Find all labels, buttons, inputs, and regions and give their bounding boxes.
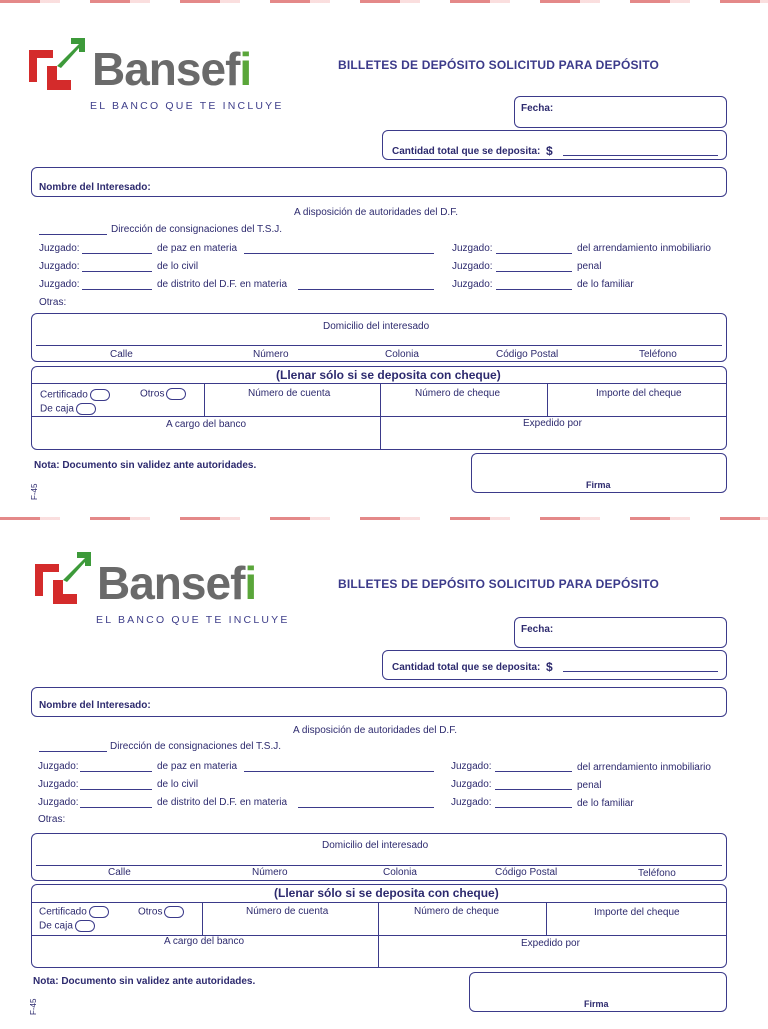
certificado-label: Certificado bbox=[39, 906, 109, 918]
deposit-slip-bottom bbox=[0, 517, 768, 1029]
distrito-materia-line[interactable] bbox=[298, 289, 434, 290]
arrendamiento-label: del arrendamiento inmobiliario bbox=[577, 762, 711, 773]
logo-tagline: EL BANCO QUE TE INCLUYE bbox=[90, 100, 284, 112]
logo-wordmark: Bansefi bbox=[97, 557, 257, 609]
cheque-note: (Llenar sólo si se deposita con cheque) bbox=[276, 368, 501, 382]
cargo-banco-label: A cargo del banco bbox=[166, 419, 247, 430]
cantidad-line bbox=[563, 155, 718, 156]
distrito-label: de distrito del D.F. en materia bbox=[157, 279, 288, 290]
juzgado-penal-line[interactable] bbox=[495, 789, 572, 790]
firma-box[interactable] bbox=[471, 453, 727, 493]
juzgado-civil-line[interactable] bbox=[82, 271, 152, 272]
juzgado-label: Juzgado: bbox=[452, 279, 493, 290]
logo-mark-icon bbox=[33, 550, 93, 610]
deposit-slip-top bbox=[0, 0, 768, 512]
cheque-divider bbox=[547, 383, 548, 416]
juzgado-arrendamiento-line[interactable] bbox=[496, 253, 572, 254]
logo-wordmark: Bansefi bbox=[92, 43, 252, 95]
juzgado-label: Juzgado: bbox=[39, 279, 80, 290]
logo-tagline: EL BANCO QUE TE INCLUYE bbox=[96, 614, 290, 626]
cut-edge bbox=[0, 0, 768, 3]
domicilio-box[interactable] bbox=[31, 313, 727, 362]
telefono-label: Teléfono bbox=[639, 349, 677, 360]
cheque-divider bbox=[546, 902, 547, 935]
nota: Nota: Documento sin validez ante autoridades. bbox=[33, 976, 256, 987]
fecha-label: Fecha: bbox=[521, 624, 554, 635]
numero-cuenta-label: Número de cuenta bbox=[248, 388, 331, 399]
de-caja-label: De caja bbox=[39, 920, 95, 932]
cantidad-label: Cantidad total que se deposita: bbox=[392, 146, 541, 157]
nombre-field[interactable] bbox=[31, 167, 727, 197]
currency-symbol: $ bbox=[546, 144, 553, 158]
domicilio-label: Domicilio del interesado bbox=[323, 321, 430, 332]
juzgado-civil-line[interactable] bbox=[80, 789, 152, 790]
cheque-mid-line bbox=[32, 416, 726, 417]
fecha-field[interactable] bbox=[514, 617, 727, 648]
otros-label: Otros bbox=[140, 388, 186, 400]
otros-label: Otros bbox=[138, 906, 184, 918]
firma-box[interactable] bbox=[469, 972, 727, 1012]
juzgado-familiar-line[interactable] bbox=[495, 807, 572, 808]
familiar-label: de lo familiar bbox=[577, 279, 634, 290]
codigo-postal-label: Código Postal bbox=[496, 349, 559, 360]
currency-symbol: $ bbox=[546, 660, 553, 674]
juzgado-label: Juzgado: bbox=[452, 243, 493, 254]
disposicion-heading: A disposición de autoridades del D.F. bbox=[294, 207, 458, 218]
juzgado-arrendamiento-line[interactable] bbox=[495, 771, 572, 772]
juzgado-label: Juzgado: bbox=[39, 243, 80, 254]
direccion-label: Dirección de consignaciones del T.S.J. bbox=[111, 224, 283, 235]
civil-label: de lo civil bbox=[157, 261, 199, 272]
juzgado-distrito-line[interactable] bbox=[80, 807, 152, 808]
cheque-mid-line bbox=[32, 935, 726, 936]
otras-label: Otras: bbox=[38, 814, 66, 825]
importe-label: Importe del cheque bbox=[596, 388, 682, 399]
de-caja-checkbox[interactable] bbox=[76, 403, 96, 415]
paz-materia-line[interactable] bbox=[244, 253, 434, 254]
cheque-divider bbox=[378, 902, 379, 968]
calle-label: Calle bbox=[108, 867, 131, 878]
cheque-divider bbox=[380, 383, 381, 450]
cargo-banco-label: A cargo del banco bbox=[164, 936, 245, 947]
firma-label: Firma bbox=[584, 999, 609, 1009]
juzgado-familiar-line[interactable] bbox=[496, 289, 572, 290]
calle-label: Calle bbox=[110, 349, 133, 360]
paz-materia-line[interactable] bbox=[244, 771, 434, 772]
cheque-box bbox=[31, 884, 727, 968]
domicilio-box[interactable] bbox=[31, 833, 727, 881]
bansefi-logo bbox=[33, 550, 93, 615]
cantidad-label: Cantidad total que se deposita: bbox=[392, 662, 541, 673]
logo-mark-icon bbox=[27, 36, 87, 96]
certificado-checkbox[interactable] bbox=[89, 906, 109, 918]
juzgado-label: Juzgado: bbox=[39, 261, 80, 272]
expedido-label: Expedido por bbox=[523, 418, 582, 429]
nota: Nota: Documento sin validez ante autoridades. bbox=[34, 460, 257, 471]
codigo-postal-label: Código Postal bbox=[495, 867, 558, 878]
direccion-label: Dirección de consignaciones del T.S.J. bbox=[110, 741, 282, 752]
colonia-label: Colonia bbox=[385, 349, 419, 360]
otros-checkbox[interactable] bbox=[164, 906, 184, 918]
de-caja-checkbox[interactable] bbox=[75, 920, 95, 932]
juzgado-label: Juzgado: bbox=[38, 797, 79, 808]
cheque-divider bbox=[204, 383, 205, 416]
arrendamiento-label: del arrendamiento inmobiliario bbox=[577, 243, 711, 254]
otras-label: Otras: bbox=[39, 297, 67, 308]
penal-label: penal bbox=[577, 780, 602, 791]
cheque-note: (Llenar sólo si se deposita con cheque) bbox=[274, 886, 499, 900]
juzgado-label: Juzgado: bbox=[38, 761, 79, 772]
disposicion-heading: A disposición de autoridades del D.F. bbox=[293, 725, 457, 736]
firma-label: Firma bbox=[586, 480, 611, 490]
certificado-label: Certificado bbox=[40, 389, 110, 401]
expedido-label: Expedido por bbox=[521, 938, 580, 949]
nombre-label: Nombre del Interesado: bbox=[39, 182, 151, 193]
juzgado-penal-line[interactable] bbox=[496, 271, 572, 272]
numero-label: Número bbox=[253, 349, 289, 360]
numero-cuenta-label: Número de cuenta bbox=[246, 906, 329, 917]
cantidad-line bbox=[563, 671, 718, 672]
bansefi-logo bbox=[27, 36, 87, 101]
direccion-line[interactable] bbox=[39, 234, 107, 235]
form-title: BILLETES DE DEPÓSITO SOLICITUD PARA DEPÓSITO bbox=[338, 58, 660, 72]
cantidad-field[interactable] bbox=[382, 650, 727, 680]
juzgado-label: Juzgado: bbox=[451, 761, 492, 772]
cheque-divider bbox=[202, 902, 203, 935]
numero-cheque-label: Número de cheque bbox=[414, 906, 500, 917]
juzgado-label: Juzgado: bbox=[452, 261, 493, 272]
otros-checkbox[interactable] bbox=[166, 388, 186, 400]
paz-label: de paz en materia bbox=[157, 761, 238, 772]
numero-cheque-label: Número de cheque bbox=[415, 388, 501, 399]
numero-label: Número bbox=[252, 867, 288, 878]
juzgado-label: Juzgado: bbox=[451, 779, 492, 790]
fecha-field[interactable] bbox=[514, 96, 727, 128]
form-code: F-45 bbox=[29, 998, 38, 1015]
telefono-label: Teléfono bbox=[638, 868, 676, 879]
juzgado-label: Juzgado: bbox=[451, 797, 492, 808]
familiar-label: de lo familiar bbox=[577, 798, 634, 809]
domicilio-line bbox=[36, 345, 722, 346]
colonia-label: Colonia bbox=[383, 867, 417, 878]
form-title: BILLETES DE DEPÓSITO SOLICITUD PARA DEPÓSITO bbox=[338, 577, 660, 591]
penal-label: penal bbox=[577, 261, 602, 272]
cheque-box bbox=[31, 366, 727, 450]
distrito-label: de distrito del D.F. en materia bbox=[157, 797, 288, 808]
nombre-label: Nombre del Interesado: bbox=[39, 700, 151, 711]
domicilio-label: Domicilio del interesado bbox=[322, 840, 429, 851]
civil-label: de lo civil bbox=[157, 779, 199, 790]
juzgado-paz-line[interactable] bbox=[82, 253, 152, 254]
fecha-label: Fecha: bbox=[521, 103, 554, 114]
cheque-header-line bbox=[32, 383, 726, 384]
paz-label: de paz en materia bbox=[157, 243, 238, 254]
nombre-field[interactable] bbox=[31, 687, 727, 717]
certificado-checkbox[interactable] bbox=[90, 389, 110, 401]
juzgado-paz-line[interactable] bbox=[80, 771, 152, 772]
form-code: F-45 bbox=[30, 483, 39, 500]
domicilio-line bbox=[36, 865, 722, 866]
importe-label: Importe del cheque bbox=[594, 907, 680, 918]
direccion-line[interactable] bbox=[39, 751, 107, 752]
juzgado-distrito-line[interactable] bbox=[82, 289, 152, 290]
distrito-materia-line[interactable] bbox=[298, 807, 434, 808]
cheque-header-line bbox=[32, 902, 726, 903]
de-caja-label: De caja bbox=[40, 403, 96, 415]
juzgado-label: Juzgado: bbox=[38, 779, 79, 790]
cantidad-field[interactable] bbox=[382, 130, 727, 160]
